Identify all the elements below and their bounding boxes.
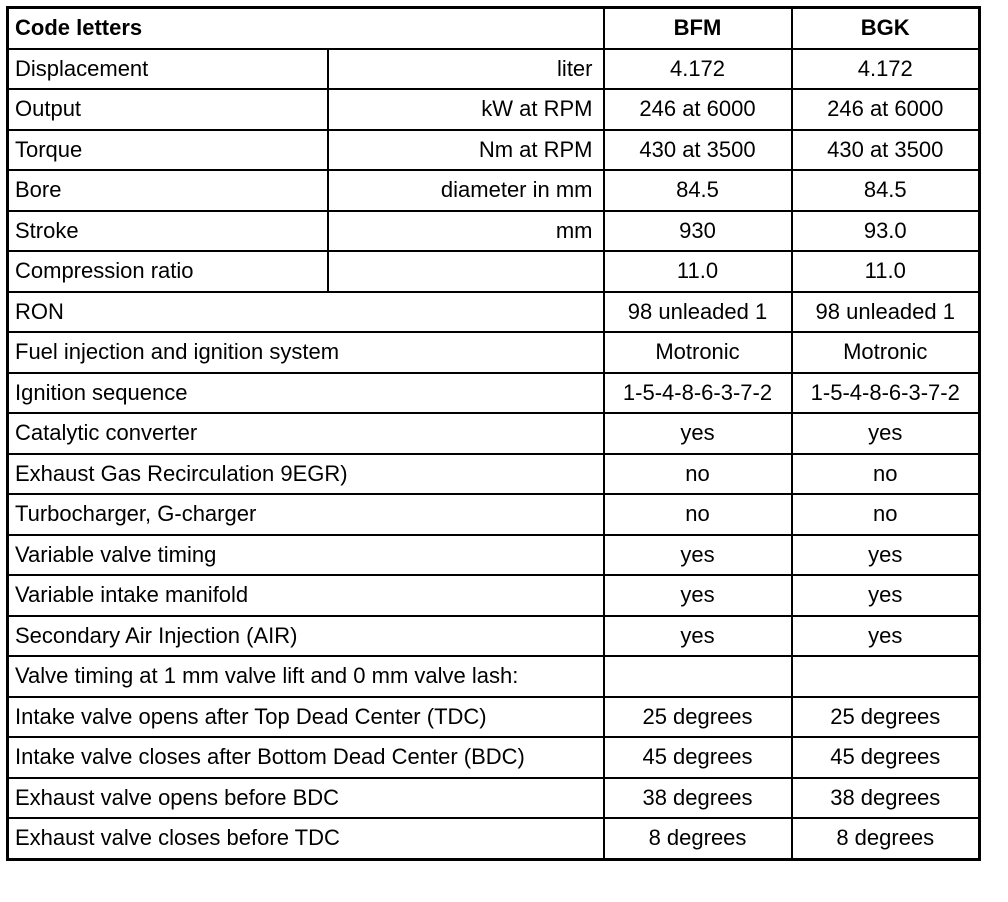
row-bgk-value <box>792 656 980 697</box>
row-bgk-value: 84.5 <box>792 170 980 211</box>
row-label: Stroke <box>8 211 328 252</box>
row-bfm-value: 98 unleaded 1 <box>604 292 792 333</box>
row-label: Displacement <box>8 49 328 90</box>
row-bfm-value: 11.0 <box>604 251 792 292</box>
row-bgk-value: Motronic <box>792 332 980 373</box>
row-bgk-value: 430 at 3500 <box>792 130 980 171</box>
row-label: Secondary Air Injection (AIR) <box>8 616 604 657</box>
table-row <box>8 49 980 90</box>
row-label: Variable valve timing <box>8 535 604 576</box>
row-bfm-value: 246 at 6000 <box>604 89 792 130</box>
row-bfm-value: Motronic <box>604 332 792 373</box>
header-label: Code letters <box>8 8 604 49</box>
row-label: Exhaust valve closes before TDC <box>8 818 604 859</box>
row-unit: Nm at RPM <box>328 130 604 171</box>
row-label: Output <box>8 89 328 130</box>
row-unit <box>328 251 604 292</box>
row-bgk-value: no <box>792 494 980 535</box>
row-label: Intake valve opens after Top Dead Center (TDC) <box>8 697 604 738</box>
table-row <box>8 292 980 333</box>
table-row <box>8 130 980 171</box>
row-label: Ignition sequence <box>8 373 604 414</box>
table-row <box>8 454 980 495</box>
row-bfm-value: 1-5-4-8-6-3-7-2 <box>604 373 792 414</box>
row-bfm-value: 25 degrees <box>604 697 792 738</box>
row-bgk-value: 25 degrees <box>792 697 980 738</box>
row-bgk-value: 246 at 6000 <box>792 89 980 130</box>
table-row <box>8 332 980 373</box>
row-unit: diameter in mm <box>328 170 604 211</box>
table-row <box>8 575 980 616</box>
row-bfm-value: yes <box>604 616 792 657</box>
row-bfm-value: 8 degrees <box>604 818 792 859</box>
header-row <box>8 8 980 49</box>
engine-spec-table <box>6 6 981 861</box>
row-bgk-value: 8 degrees <box>792 818 980 859</box>
table-row <box>8 616 980 657</box>
row-label: Exhaust valve opens before BDC <box>8 778 604 819</box>
row-bgk-value: 11.0 <box>792 251 980 292</box>
table-row <box>8 535 980 576</box>
header-bfm: BFM <box>604 8 792 49</box>
row-label: Turbocharger, G-charger <box>8 494 604 535</box>
row-label: Variable intake manifold <box>8 575 604 616</box>
row-unit: liter <box>328 49 604 90</box>
row-bgk-value: 98 unleaded 1 <box>792 292 980 333</box>
row-label: Exhaust Gas Recirculation 9EGR) <box>8 454 604 495</box>
table-row <box>8 778 980 819</box>
row-label: Torque <box>8 130 328 171</box>
table-row <box>8 170 980 211</box>
table-row <box>8 697 980 738</box>
row-unit: mm <box>328 211 604 252</box>
row-label: Compression ratio <box>8 251 328 292</box>
row-bgk-value: 1-5-4-8-6-3-7-2 <box>792 373 980 414</box>
row-bfm-value: yes <box>604 535 792 576</box>
row-label: Catalytic converter <box>8 413 604 454</box>
row-bgk-value: 38 degrees <box>792 778 980 819</box>
table-row <box>8 818 980 859</box>
table-row <box>8 494 980 535</box>
table-row <box>8 737 980 778</box>
row-bfm-value <box>604 656 792 697</box>
row-bgk-value: 45 degrees <box>792 737 980 778</box>
row-bgk-value: yes <box>792 413 980 454</box>
row-label: Fuel injection and ignition system <box>8 332 604 373</box>
table-row <box>8 413 980 454</box>
table-row <box>8 89 980 130</box>
table-row <box>8 211 980 252</box>
row-label: Bore <box>8 170 328 211</box>
row-bgk-value: 4.172 <box>792 49 980 90</box>
row-unit: kW at RPM <box>328 89 604 130</box>
row-bfm-value: 38 degrees <box>604 778 792 819</box>
row-bgk-value: yes <box>792 616 980 657</box>
row-label: Valve timing at 1 mm valve lift and 0 mm valve lash: <box>8 656 604 697</box>
row-label: Intake valve closes after Bottom Dead Center (BDC) <box>8 737 604 778</box>
row-bgk-value: 93.0 <box>792 211 980 252</box>
row-bfm-value: 930 <box>604 211 792 252</box>
row-bfm-value: 45 degrees <box>604 737 792 778</box>
row-bgk-value: yes <box>792 535 980 576</box>
row-bgk-value: no <box>792 454 980 495</box>
table-row <box>8 373 980 414</box>
row-bfm-value: no <box>604 454 792 495</box>
row-bfm-value: yes <box>604 575 792 616</box>
row-bfm-value: 4.172 <box>604 49 792 90</box>
table-row <box>8 656 980 697</box>
row-bgk-value: yes <box>792 575 980 616</box>
row-label: RON <box>8 292 604 333</box>
header-bgk: BGK <box>792 8 980 49</box>
row-bfm-value: yes <box>604 413 792 454</box>
row-bfm-value: no <box>604 494 792 535</box>
row-bfm-value: 430 at 3500 <box>604 130 792 171</box>
row-bfm-value: 84.5 <box>604 170 792 211</box>
table-row <box>8 251 980 292</box>
